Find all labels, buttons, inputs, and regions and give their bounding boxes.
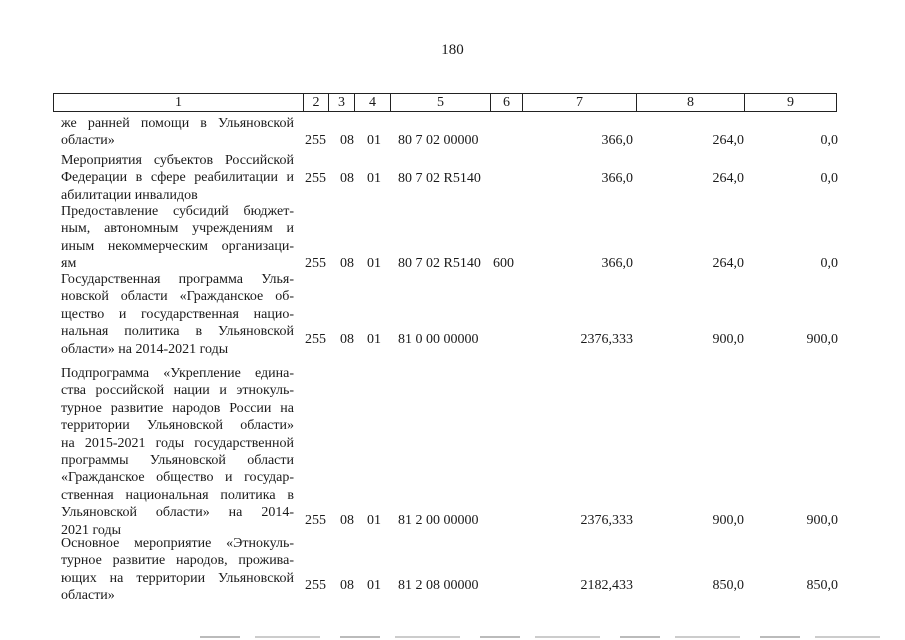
- header-col-4: 4: [354, 94, 390, 111]
- row-description-line: 2021 годы: [61, 522, 122, 538]
- header-col-1: 1: [175, 95, 182, 110]
- row-cell-c7: 366,0: [601, 170, 633, 186]
- row-description-line: же ранней помощи в Ульяновской: [61, 116, 294, 131]
- row-cell-c9: 0,0: [820, 133, 838, 149]
- row-description-line: иным некоммерческим организаци-: [61, 238, 294, 254]
- row-cell-c7: 2376,333: [580, 331, 633, 347]
- row-description-line: ственная национальная политика в: [61, 487, 294, 503]
- row-description-line: Основное мероприятие «Этнокуль-: [61, 536, 294, 551]
- row-description-line: территории Ульяновской области»: [61, 418, 294, 434]
- row-cell-c8: 900,0: [712, 512, 744, 528]
- row-description-line: ям: [61, 256, 77, 272]
- row-description-line: Федерации в сфере реабилитации и: [61, 170, 294, 186]
- row-cell-c5: 81 2 08 00000: [398, 578, 479, 594]
- header-col-7: 7: [522, 94, 636, 111]
- row-description-line: ства российской нации и этнокуль-: [61, 383, 294, 399]
- row-cell-c9: 0,0: [820, 256, 838, 272]
- row-cell-c8: 850,0: [712, 578, 744, 594]
- row-cell-c5: 81 0 00 00000: [398, 331, 479, 347]
- row-cell-c5: 81 2 00 00000: [398, 512, 479, 528]
- row-cell-c3: 08: [340, 256, 354, 272]
- row-cell-c2: 255: [305, 133, 326, 149]
- row-cell-c4: 01: [367, 256, 381, 272]
- row-description-line: Ульяновской области» на 2014-: [61, 505, 294, 521]
- row-cell-c9: 900,0: [806, 512, 838, 528]
- row-description-line: Предоставление субсидий бюджет-: [61, 204, 294, 219]
- row-cell-c9: 0,0: [820, 170, 838, 186]
- row-description-line: области» на 2014-2021 годы: [61, 341, 229, 357]
- row-cell-c9: 850,0: [806, 578, 838, 594]
- row-cell-c2: 255: [305, 331, 326, 347]
- row-cell-c2: 255: [305, 256, 326, 272]
- row-cell-c5: 80 7 02 R5140: [398, 256, 481, 272]
- row-description-line: «Гражданское общество и государ-: [61, 470, 294, 486]
- row-cell-c5: 80 7 02 00000: [398, 133, 479, 149]
- row-cell-c3: 08: [340, 512, 354, 528]
- header-col-6: 6: [490, 94, 522, 111]
- row-cell-c4: 01: [367, 331, 381, 347]
- header-col-8: 8: [636, 94, 744, 111]
- row-cell-c8: 264,0: [712, 256, 744, 272]
- row-cell-c7: 2182,433: [580, 578, 633, 594]
- row-cell-c2: 255: [305, 170, 326, 186]
- row-description-line: на 2015-2021 годы государственной: [61, 435, 294, 451]
- row-cell-c7: 366,0: [601, 133, 633, 149]
- row-description-line: программы Ульяновской области: [61, 453, 294, 468]
- scan-artifact-line: [200, 636, 890, 638]
- row-description-line: турное развитие народов России на: [61, 400, 294, 416]
- row-description-line: нальная политика в Ульяновской: [61, 324, 294, 340]
- row-cell-c3: 08: [340, 133, 354, 149]
- row-cell-c2: 255: [305, 578, 326, 594]
- header-col-3: 3: [328, 94, 354, 111]
- row-description-line: турное развитие народов, прожива-: [61, 553, 294, 569]
- table-header: [53, 93, 837, 112]
- row-cell-c8: 264,0: [712, 170, 744, 186]
- header-col-9: 9: [744, 94, 836, 111]
- row-cell-c4: 01: [367, 578, 381, 594]
- row-description-line: ным, автономным учреждениям и: [61, 221, 294, 237]
- row-cell-c7: 2376,333: [580, 512, 633, 528]
- row-cell-c3: 08: [340, 578, 354, 594]
- row-description-line: Мероприятия субъектов Российской: [61, 153, 294, 168]
- row-description-line: абилитации инвалидов: [61, 187, 198, 203]
- row-cell-c2: 255: [305, 512, 326, 528]
- row-description-line: Государственная программа Улья-: [61, 272, 294, 287]
- row-cell-c3: 08: [340, 170, 354, 186]
- row-cell-c4: 01: [367, 512, 381, 528]
- row-description-line: Подпрограмма «Укрепление едина-: [61, 366, 294, 381]
- row-description-line: новской области «Гражданское об-: [61, 289, 294, 305]
- row-cell-c5: 80 7 02 R5140: [398, 170, 481, 186]
- row-description-line: области»: [61, 588, 115, 604]
- row-cell-c8: 264,0: [712, 133, 744, 149]
- row-description-line: области»: [61, 133, 115, 149]
- row-description-line: ющих на территории Ульяновской: [61, 570, 294, 586]
- row-description-line: щество и государственная нацио-: [61, 306, 294, 322]
- page-number: 180: [441, 42, 464, 58]
- row-cell-c9: 900,0: [806, 331, 838, 347]
- header-col-2: 2: [303, 94, 328, 111]
- row-cell-c6: 600: [493, 256, 514, 272]
- row-cell-c8: 900,0: [712, 331, 744, 347]
- header-col-5: 5: [390, 94, 490, 111]
- row-cell-c4: 01: [367, 170, 381, 186]
- row-cell-c7: 366,0: [601, 256, 633, 272]
- row-cell-c4: 01: [367, 133, 381, 149]
- row-cell-c3: 08: [340, 331, 354, 347]
